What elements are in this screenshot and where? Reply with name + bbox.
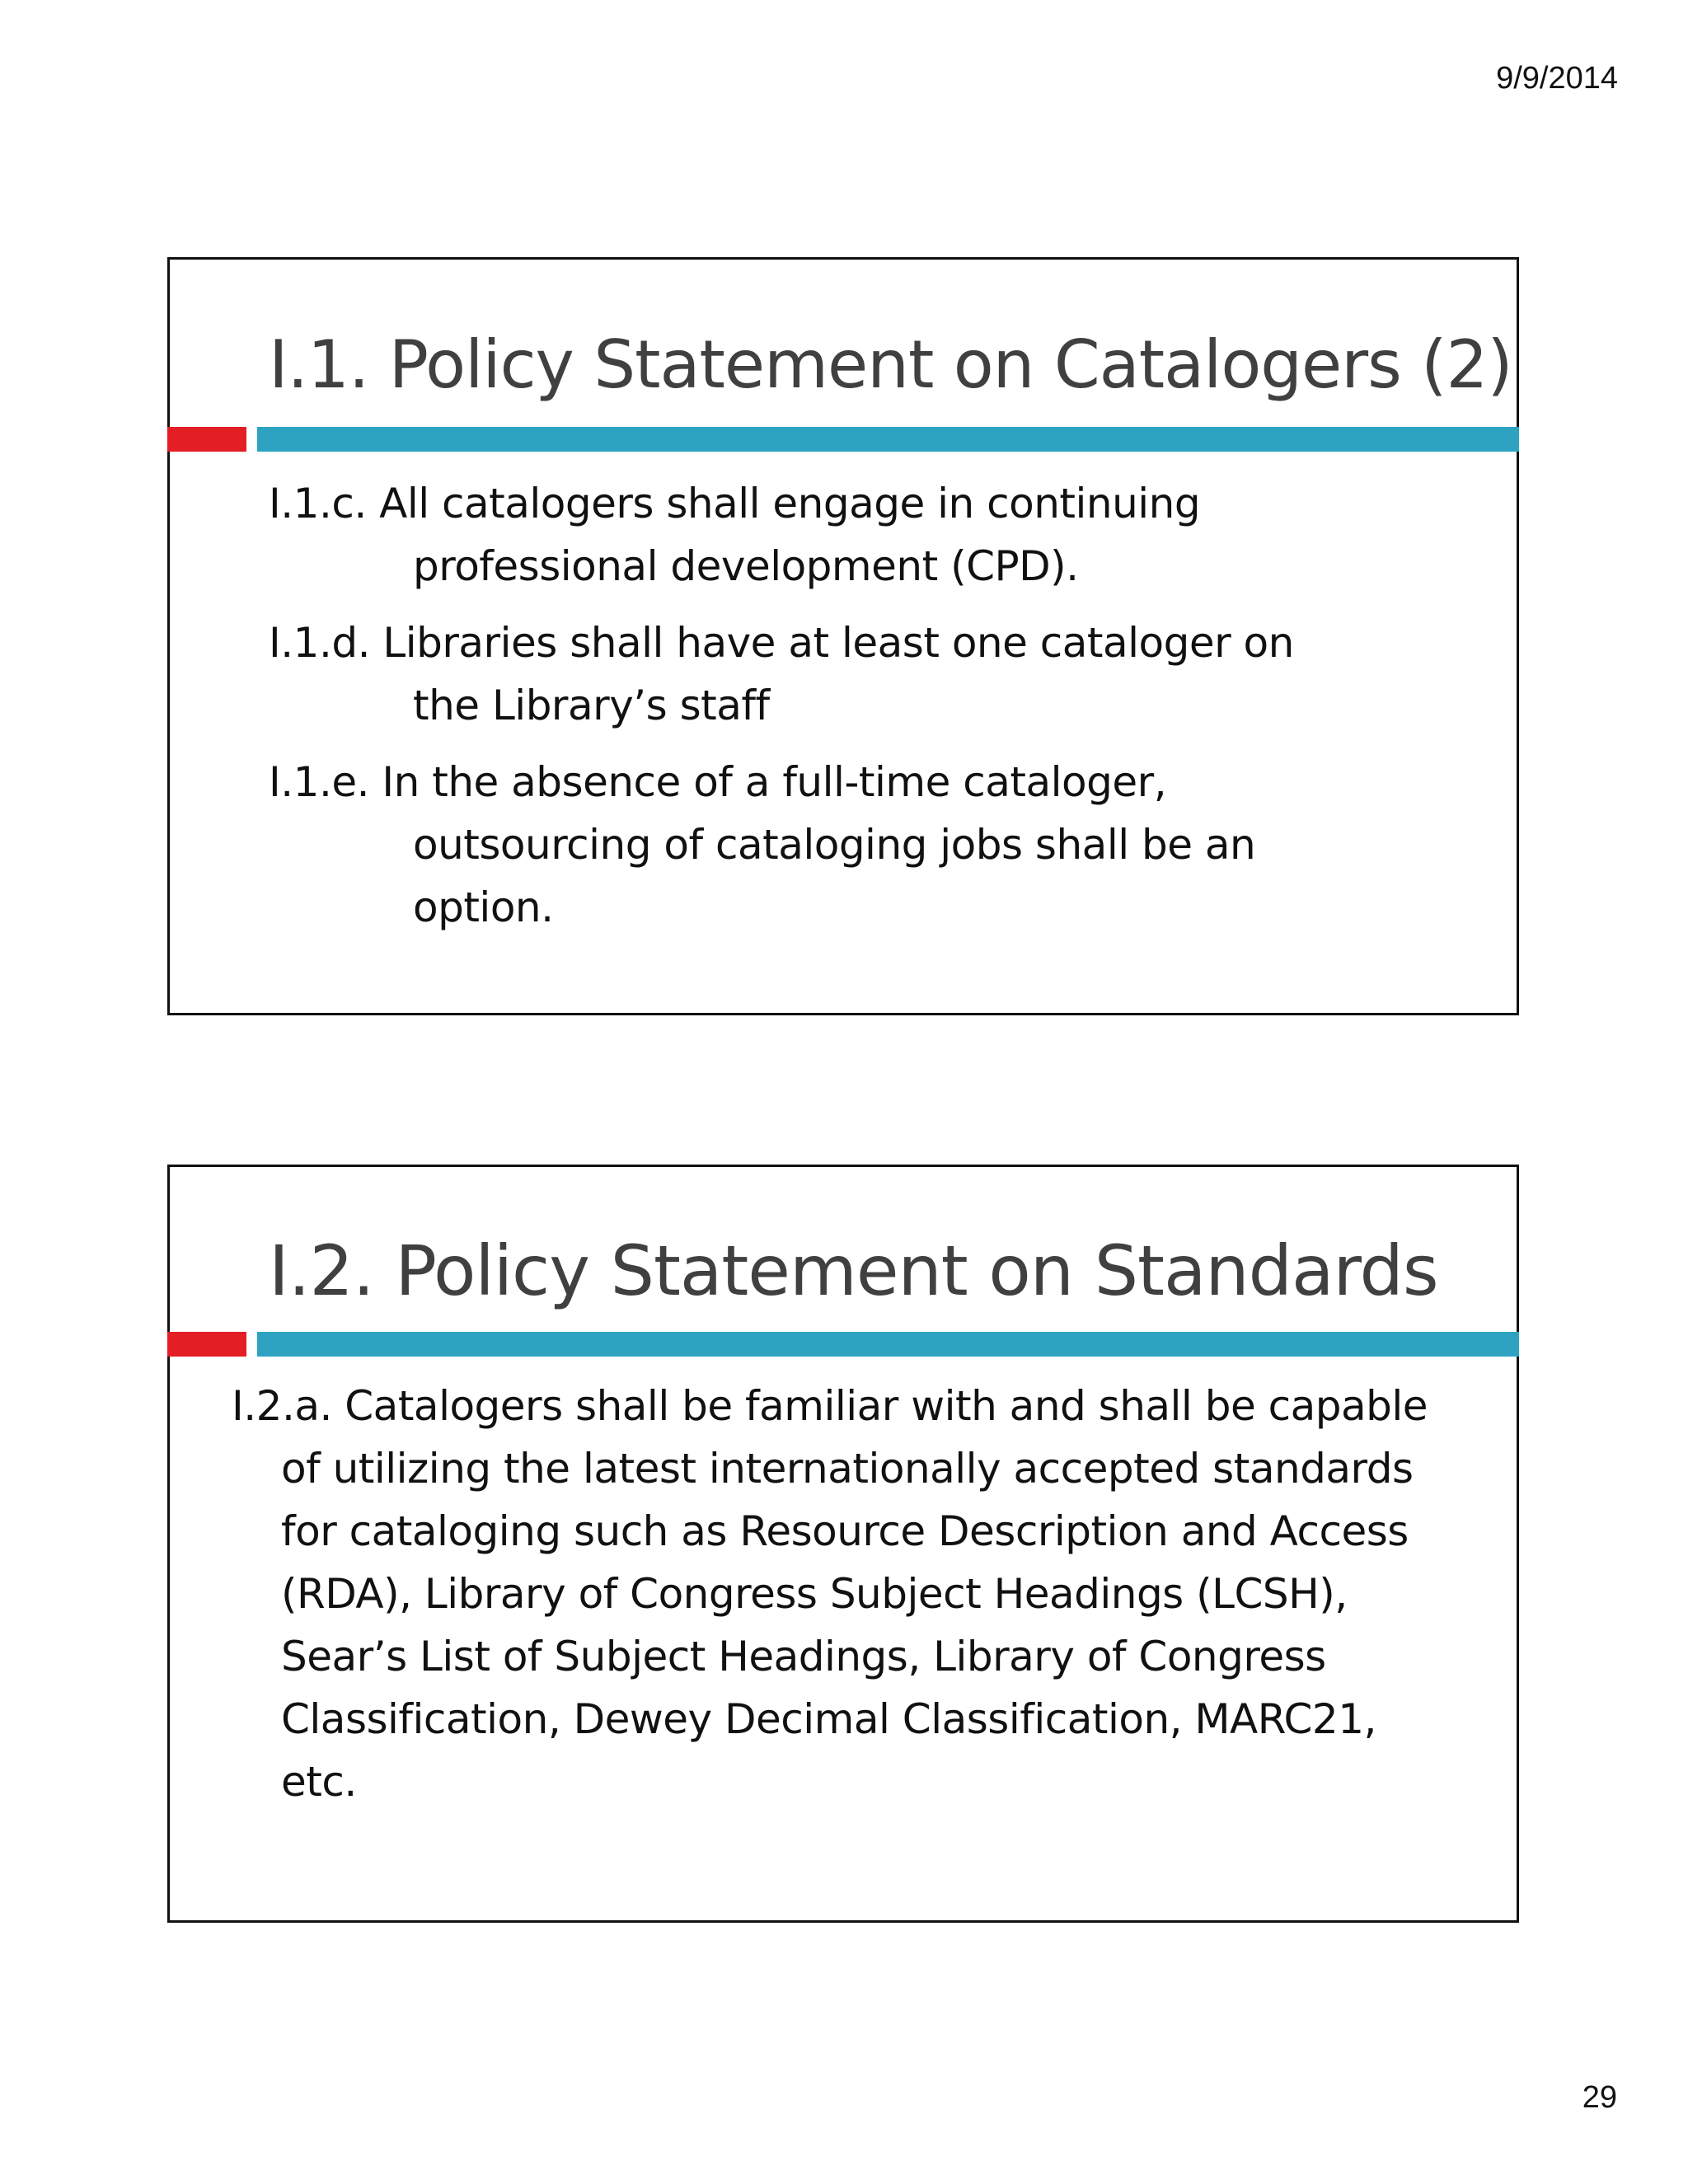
title-accent-blue-bar xyxy=(257,427,1519,452)
bullet-item: I.1.e. In the absence of a full-time cataloger, outsourcing of cataloging jobs shall be an option. xyxy=(269,758,1256,931)
slide-policy-standards xyxy=(167,1165,1519,1923)
slide-bullet-list xyxy=(269,472,1484,953)
bullet-item: I.1.c. All catalogers shall engage in continuing professional development (CPD). xyxy=(269,480,1201,590)
slide-title: I.2. Policy Statement on Standards xyxy=(269,1230,1438,1311)
page-number: 29 xyxy=(1582,2080,1617,2115)
bullet-item: I.1.d. Libraries shall have at least one cataloger on the Library’s staff xyxy=(269,619,1294,729)
slide-title: I.1. Policy Statement on Catalogers (2) xyxy=(269,326,1512,403)
title-accent-blue-bar xyxy=(257,1332,1519,1357)
slide-bullet-list xyxy=(232,1375,1484,1827)
title-accent-red-bar xyxy=(167,1332,246,1357)
page-date: 9/9/2014 xyxy=(1496,61,1618,96)
slide-policy-catalogers xyxy=(167,257,1519,1015)
bullet-item: I.2.a. Catalogers shall be familiar with and shall be capable of utilizing the latest internationally accepted standards for cataloging such as Resource Description and Access (RDA), Library of Congress Subject Headings (LCSH), Sear’s List of Subject Headings, Library of Congress Classification, Dewey Decimal Classification, MARC21, etc. xyxy=(232,1382,1428,1806)
title-accent-red-bar xyxy=(167,427,246,452)
